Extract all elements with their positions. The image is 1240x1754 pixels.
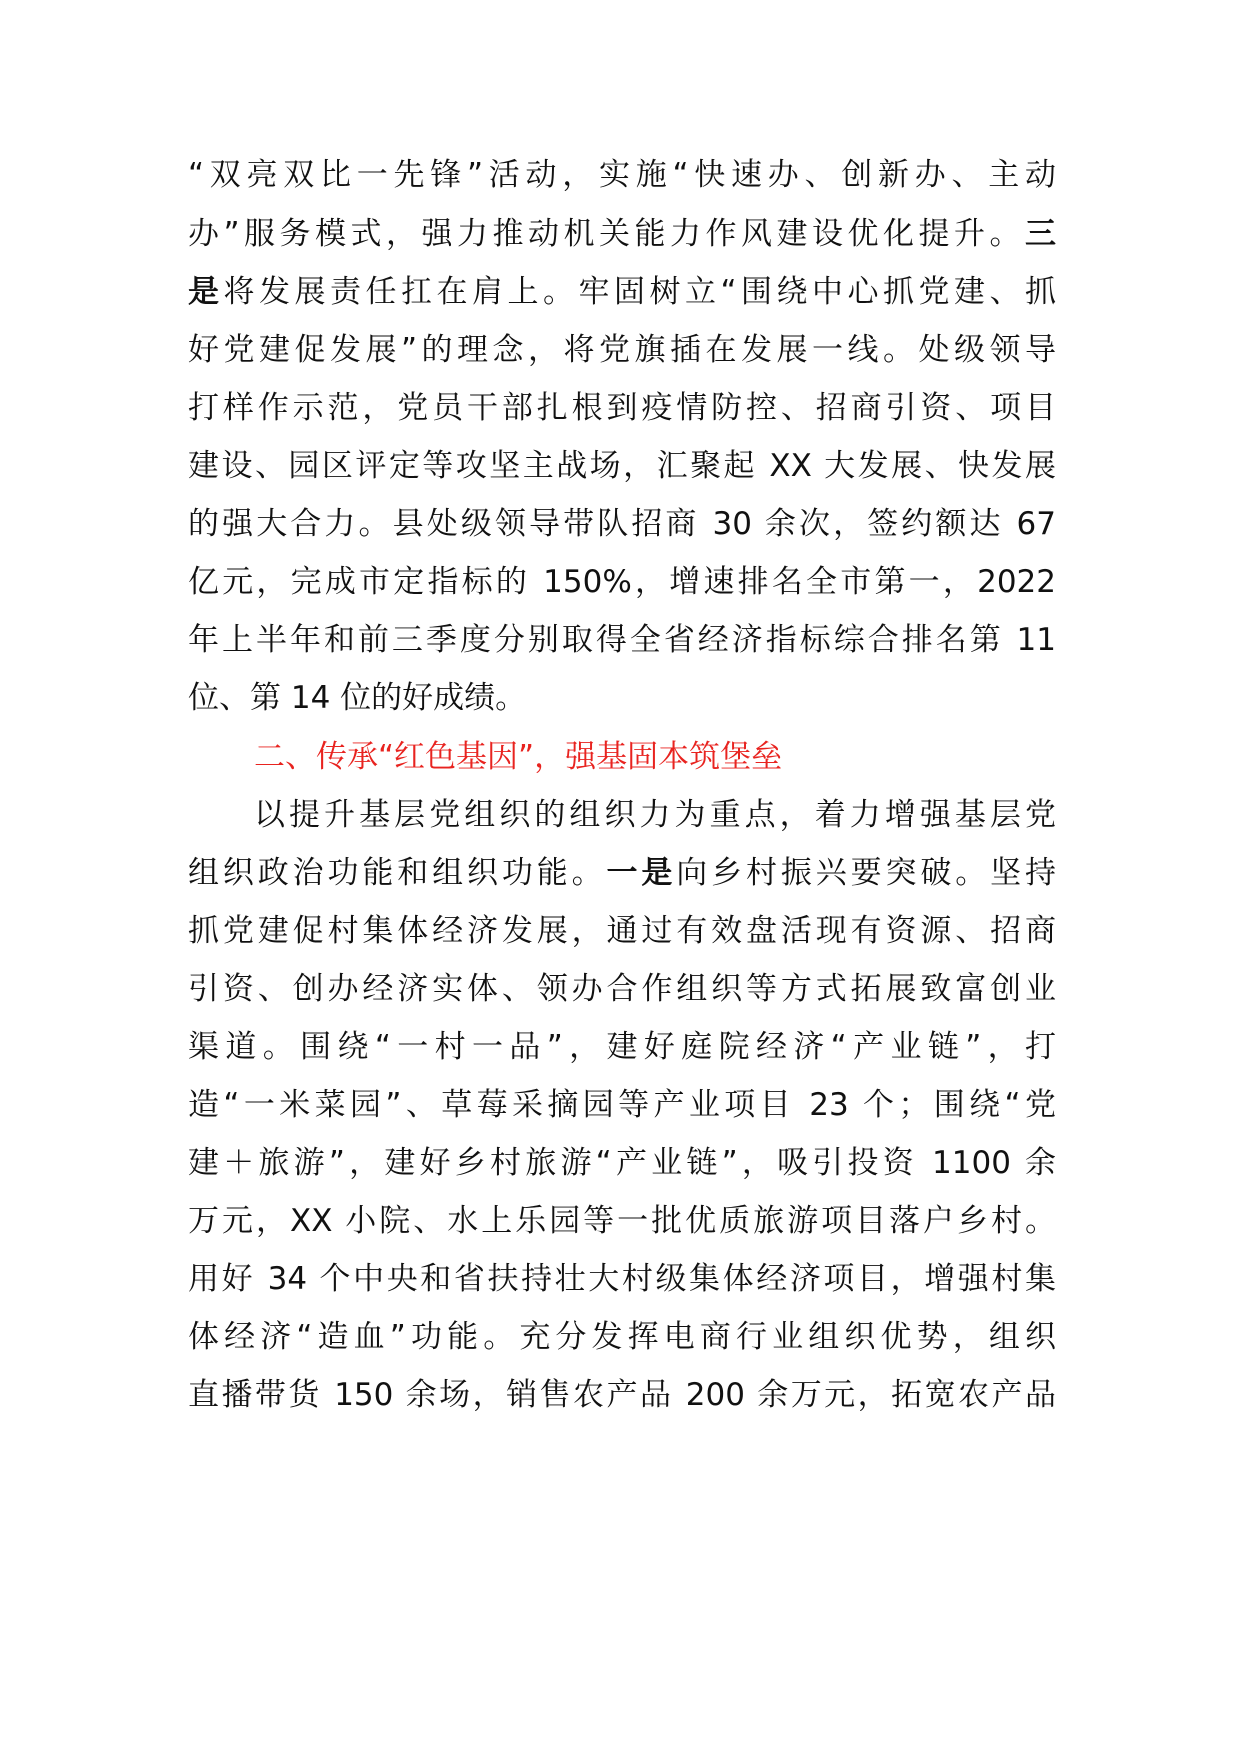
paragraph-line: 好党建促发展”的理念，将党旗插在发展一线。处级领导 (188, 332, 1056, 368)
bold-text-run: 是 (188, 274, 224, 310)
bold-text-run: 三 (1025, 216, 1056, 252)
paragraph-line: 造“一米菜园”、草莓采摘园等产业项目 23 个；围绕“党 (188, 1087, 1056, 1123)
paragraph-line: 建设、园区评定等攻坚主战场，汇聚起 XX 大发展、快发展 (188, 448, 1056, 484)
section-heading: 二、传承“红色基因”，强基固本筑堡垒 (254, 739, 783, 775)
paragraph-line: 直播带货 150 余场，销售农产品 200 余万元，拓宽农产品 (188, 1377, 1056, 1413)
paragraph-line: 的强大合力。县处级领导带队招商 30 余次，签约额达 67 (188, 506, 1056, 542)
paragraph-line: 渠道。围绕“一村一品”，建好庭院经济“产业链”，打 (188, 1029, 1056, 1065)
paragraph-line: 位、第 14 位的好成绩。 (188, 680, 527, 716)
paragraph-line (188, 206, 1056, 262)
paragraph-line (188, 264, 1056, 320)
text-run: 办”服务模式，强力推动机关能力作风建设优化提升。 (188, 216, 1025, 252)
paragraph-line: 体经济“造血”功能。充分发挥电商行业组织优势，组织 (188, 1319, 1056, 1355)
text-run: 向乡村振兴要突破。坚持 (676, 855, 1056, 891)
paragraph-line: 抓党建促村集体经济发展，通过有效盘活现有资源、招商 (188, 913, 1056, 949)
paragraph-line: “双亮双比一先锋”活动，实施“快速办、创新办、主动 (188, 157, 1056, 193)
text-run: 组织政治功能和组织功能。 (188, 855, 607, 891)
text-run: 将发展责任扛在肩上。牢固树立“围绕中心抓党建、抓 (223, 274, 1056, 310)
paragraph-line (188, 845, 1056, 901)
paragraph-line: 亿元，完成市定指标的 150%，增速排名全市第一，2022 (188, 564, 1056, 600)
paragraph-line: 年上半年和前三季度分别取得全省经济指标综合排名第 11 (188, 622, 1056, 658)
paragraph-line: 以提升基层党组织的组织力为重点，着力增强基层党 (254, 797, 1056, 833)
paragraph-line: 用好 34 个中央和省扶持壮大村级集体经济项目，增强村集 (188, 1261, 1056, 1297)
paragraph-line: 万元，XX 小院、水上乐园等一批优质旅游项目落户乡村。 (188, 1203, 1056, 1239)
paragraph-line: 建＋旅游”，建好乡村旅游“产业链”，吸引投资 1100 余 (188, 1145, 1056, 1181)
paragraph-line: 引资、创办经济实体、领办合作组织等方式拓展致富创业 (188, 971, 1056, 1007)
paragraph-line: 打样作示范，党员干部扎根到疫情防控、招商引资、项目 (188, 390, 1056, 426)
bold-text-run: 一是 (606, 855, 677, 891)
